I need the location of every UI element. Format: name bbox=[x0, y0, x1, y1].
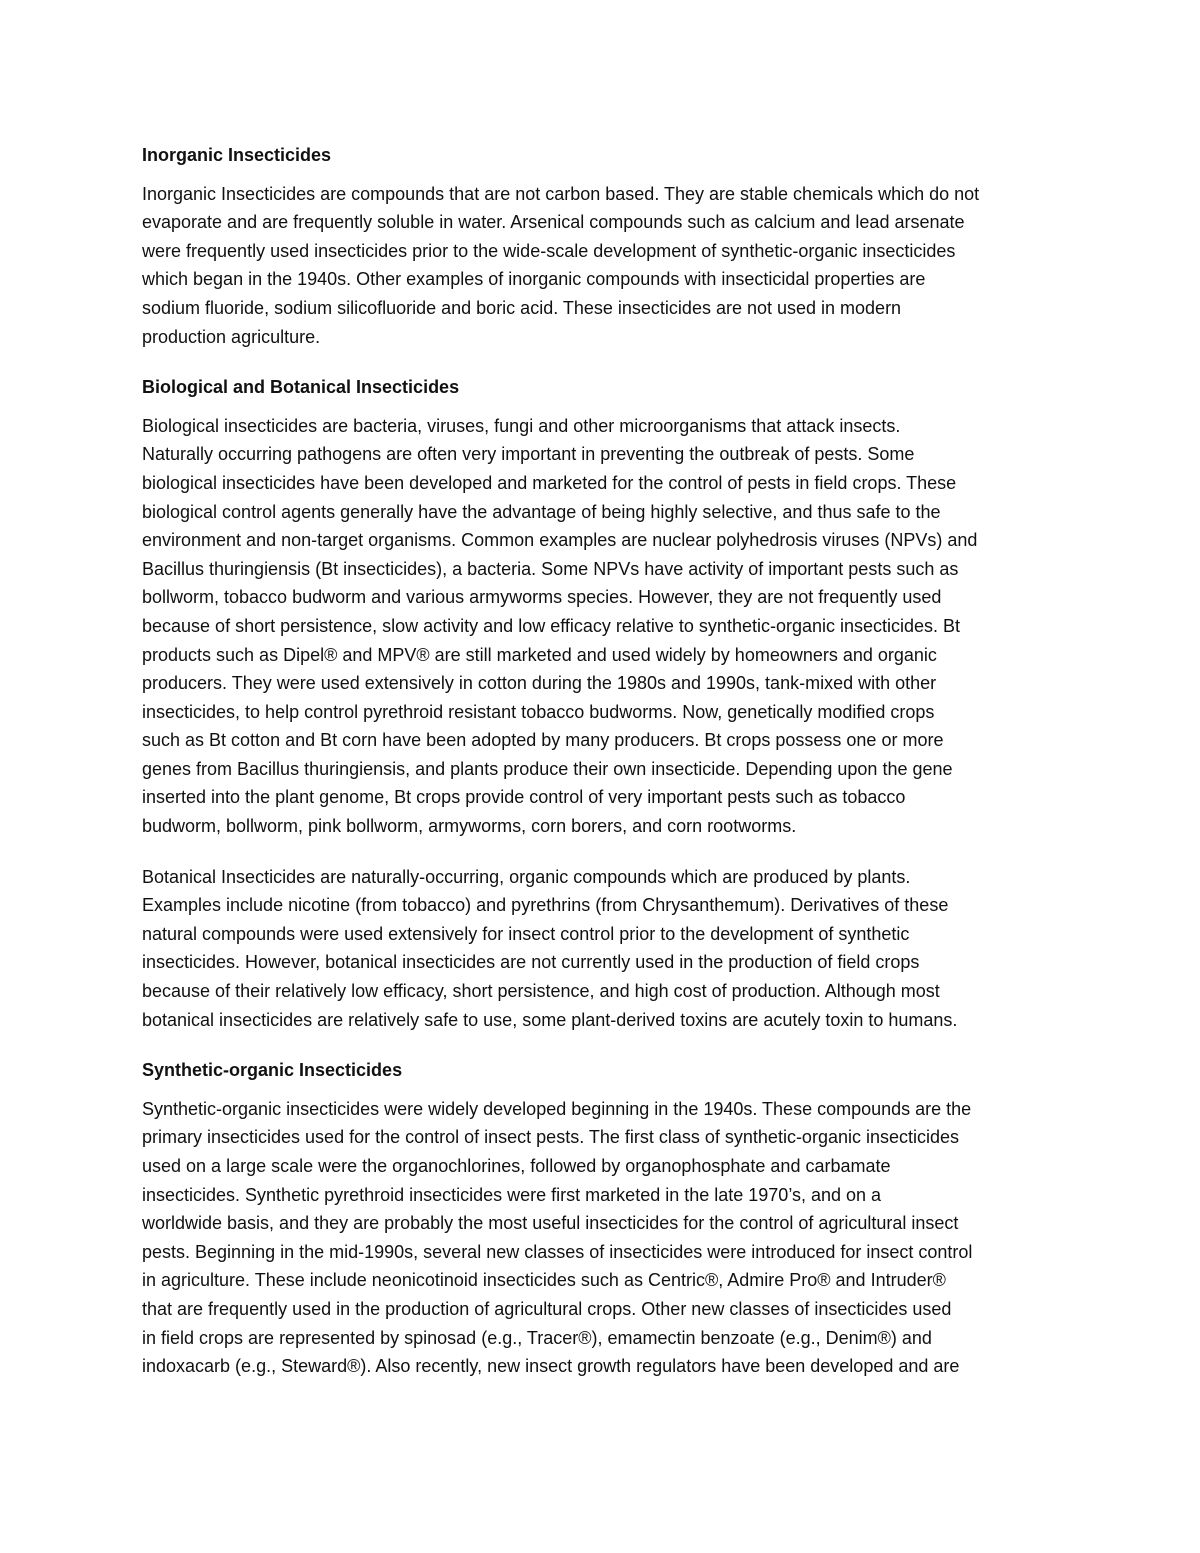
text-line: Inorganic Insecticides are compounds that are not carbon based. They are stable chemicals which do not bbox=[142, 183, 980, 204]
text-line: biological control agents generally have the advantage of being highly selective, and thus safe to the bbox=[142, 501, 941, 522]
text-line: products such as Dipel® and MPV® are still marketed and used widely by homeowners and organic bbox=[142, 644, 937, 665]
text-line: insecticides. Synthetic pyrethroid insecticides were first marketed in the late 1970’s, and on a bbox=[142, 1184, 882, 1205]
text-line: insecticides, to help control pyrethroid resistant tobacco budworms. Now, genetically modified crops bbox=[142, 701, 935, 722]
text-line: evaporate and are frequently soluble in water. Arsenical compounds such as calcium and lead arsenate bbox=[142, 212, 965, 233]
text-line: such as Bt cotton and Bt corn have been adopted by many producers. Bt crops possess one or more bbox=[142, 730, 944, 751]
text-line: because of their relatively low efficacy, short persistence, and high cost of production. Although most bbox=[142, 981, 940, 1002]
text-line: environment and non-target organisms. Common examples are nuclear polyhedrosis viruses (NPVs) and bbox=[142, 530, 978, 551]
text-line: natural compounds were used extensively for insect control prior to the development of synthetic bbox=[142, 923, 910, 944]
paragraph-synthetic-organic bbox=[142, 1095, 1060, 1381]
text-line: budworm, bollworm, pink bollworm, armyworms, corn borers, and corn rootworms. bbox=[142, 816, 797, 837]
text-line: biological insecticides have been developed and marketed for the control of pests in field crops. These bbox=[142, 472, 957, 493]
text-line: indoxacarb (e.g., Steward®). Also recently, new insect growth regulators have been developed and are bbox=[142, 1356, 960, 1377]
text-line: which began in the 1940s. Other examples of inorganic compounds with insecticidal properties are bbox=[142, 269, 926, 290]
text-line: were frequently used insecticides prior to the wide-scale development of synthetic-organic insecticides bbox=[142, 240, 956, 261]
paragraph-botanical bbox=[142, 863, 1060, 1035]
text-line: worldwide basis, and they are probably the most useful insecticides for the control of agricultural insect bbox=[142, 1213, 959, 1234]
text-line: bollworm, tobacco budworm and various armyworms species. However, they are not frequently used bbox=[142, 587, 942, 608]
text-line: Biological insecticides are bacteria, viruses, fungi and other microorganisms that attack insects. bbox=[142, 415, 901, 436]
text-line: because of short persistence, slow activity and low efficacy relative to synthetic-organic insecticides. Bt bbox=[142, 615, 961, 636]
section-heading-biological-botanical: Biological and Botanical Insecticides bbox=[142, 377, 460, 398]
section-heading-inorganic: Inorganic Insecticides bbox=[142, 145, 332, 165]
text-line: in field crops are represented by spinosad (e.g., Tracer®), emamectin benzoate (e.g., Denim®) and bbox=[142, 1327, 932, 1348]
text-line: insecticides. However, botanical insecticides are not currently used in the production of field crops bbox=[142, 952, 920, 973]
text-line: used on a large scale were the organochlorines, followed by organophosphate and carbamate bbox=[142, 1156, 891, 1176]
text-line: in agriculture. These include neonicotinoid insecticides such as Centric®, Admire Pro® and Intruder® bbox=[142, 1270, 946, 1291]
text-line: Examples include nicotine (from tobacco) and pyrethrins (from Chrysanthemum). Derivatives of these bbox=[142, 895, 949, 916]
text-line: inserted into the plant genome, Bt crops provide control of very important pests such as tobacco bbox=[142, 787, 906, 808]
text-line: botanical insecticides are relatively safe to use, some plant-derived toxins are acutely toxin to humans. bbox=[142, 1009, 958, 1030]
text-line: that are frequently used in the production of agricultural crops. Other new classes of insecticides used bbox=[142, 1298, 952, 1319]
document-body bbox=[142, 141, 1060, 1403]
text-line: Bacillus thuringiensis (Bt insecticides), a bacteria. Some NPVs have activity of important pests such as bbox=[142, 558, 959, 579]
paragraph-inorganic bbox=[142, 180, 1060, 352]
text-line: Synthetic-organic insecticides were widely developed beginning in the 1940s. These compounds are the bbox=[142, 1098, 972, 1119]
text-line: sodium fluoride, sodium silicofluoride and boric acid. These insecticides are not used in modern bbox=[142, 297, 902, 318]
text-line: Botanical Insecticides are naturally-occurring, organic compounds which are produced by plants. bbox=[142, 866, 911, 887]
text-line: production agriculture. bbox=[142, 326, 321, 347]
text-line: primary insecticides used for the control of insect pests. The first class of synthetic-organic insecticides bbox=[142, 1127, 960, 1148]
text-line: producers. They were used extensively in cotton during the 1980s and 1990s, tank-mixed with other bbox=[142, 673, 937, 694]
text-line: Naturally occurring pathogens are often very important in preventing the outbreak of pests. Some bbox=[142, 444, 915, 465]
paragraph-biological bbox=[142, 412, 1060, 841]
text-line: pests. Beginning in the mid-1990s, several new classes of insecticides were introduced for insect control bbox=[142, 1241, 973, 1262]
section-heading-synthetic-organic: Synthetic-organic Insecticides bbox=[142, 1060, 403, 1081]
text-line: genes from Bacillus thuringiensis, and plants produce their own insecticide. Depending upon the gene bbox=[142, 758, 953, 779]
